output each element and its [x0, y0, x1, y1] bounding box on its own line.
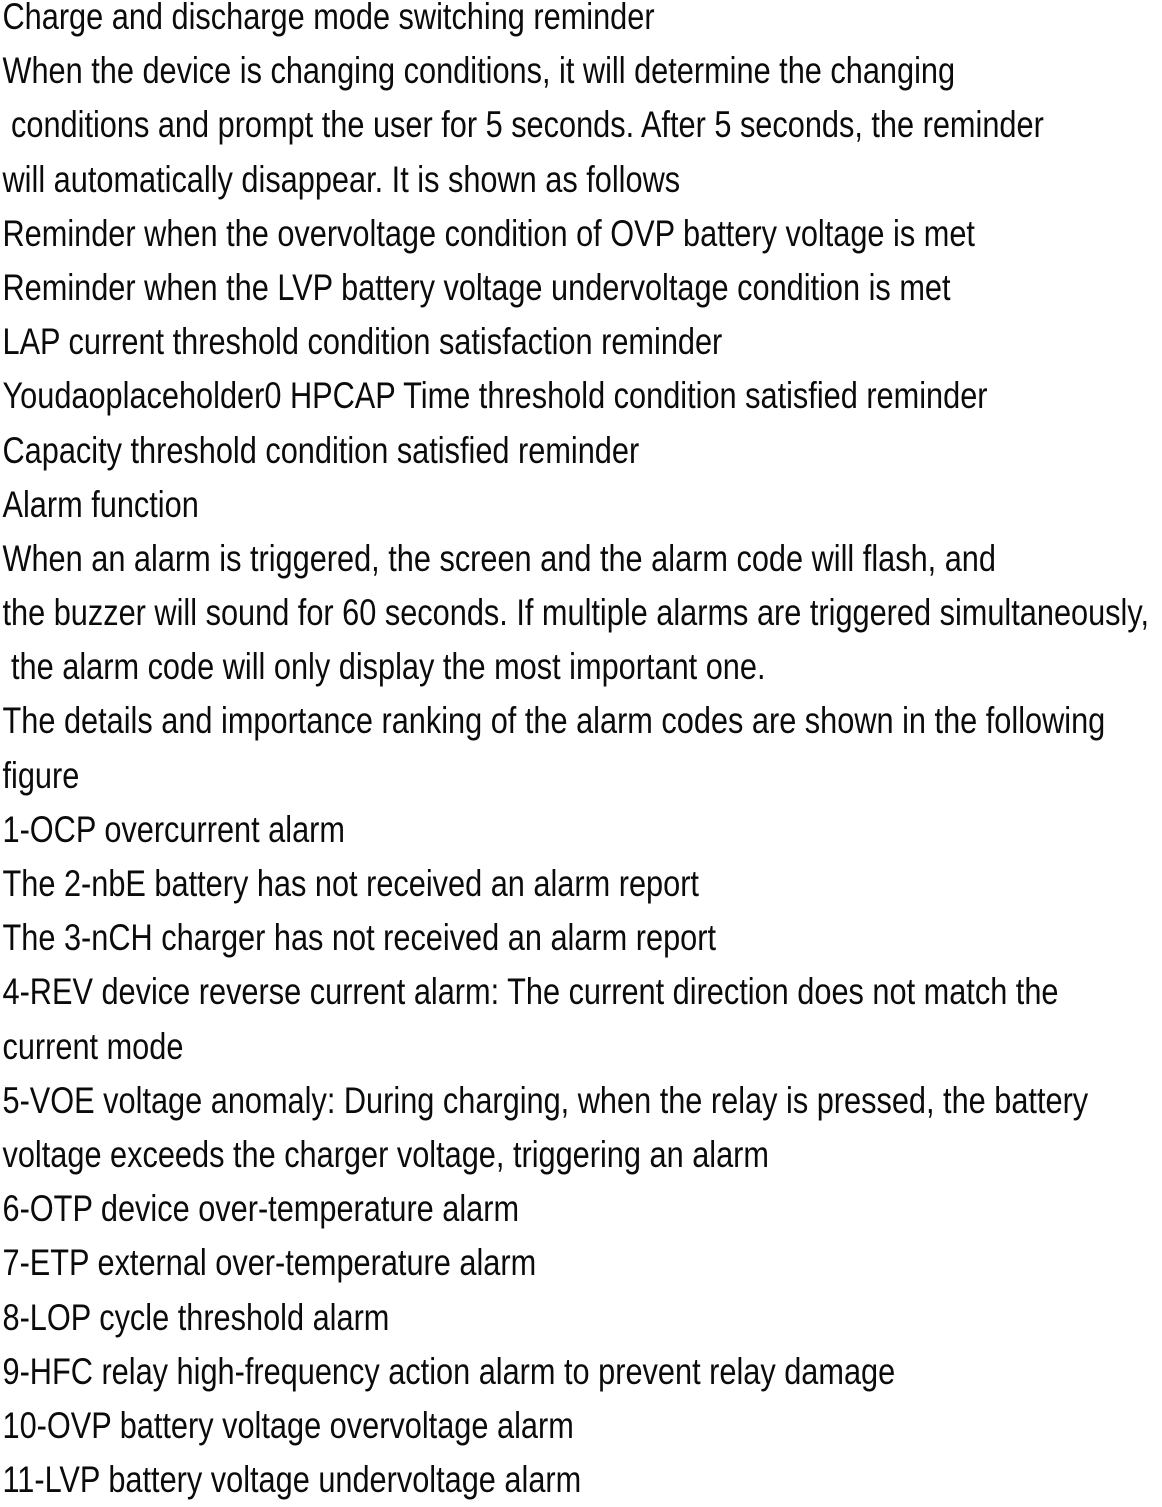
text-line: 8-LOP cycle threshold alarm [2, 1296, 390, 1338]
text-line: When an alarm is triggered, the screen and the alarm code will flash, and [2, 537, 996, 579]
text-line: conditions and prompt the user for 5 seconds. After 5 seconds, the reminder [2, 104, 1044, 146]
text-line: will automatically disappear. It is shown as follows [2, 158, 681, 200]
text-line: Charge and discharge mode switching reminder [2, 0, 655, 37]
text-line: the buzzer will sound for 60 seconds. If multiple alarms are triggered simultaneously, [2, 592, 1149, 634]
text-line: 6-OTP device over-temperature alarm [2, 1188, 520, 1230]
text-line: the alarm code will only display the most important one. [2, 646, 766, 688]
text-line: 7-ETP external over-temperature alarm [2, 1242, 537, 1284]
text-line: The details and importance ranking of the alarm codes are shown in the following [2, 700, 1106, 742]
text-line: voltage exceeds the charger voltage, triggering an alarm [2, 1133, 769, 1175]
text-line: 5-VOE voltage anomaly: During charging, when the relay is pressed, the battery [2, 1079, 1089, 1121]
text-line: 11-LVP battery voltage undervoltage alarm [2, 1459, 582, 1501]
text-line: Alarm function [2, 483, 199, 525]
text-line: The 2-nbE battery has not received an alarm report [2, 863, 699, 904]
text-line: 1-OCP overcurrent alarm [2, 808, 345, 850]
text-line: figure [2, 754, 80, 796]
text-line: 9-HFC relay high-frequency action alarm to prevent relay damage [2, 1350, 896, 1392]
text-line: current mode [2, 1025, 184, 1067]
text-line: Reminder when the overvoltage condition of OVP battery voltage is met [2, 212, 975, 254]
text-line: The 3-nCH charger has not received an alarm report [2, 917, 716, 959]
text-line: When the device is changing conditions, it will determine the changing [2, 50, 956, 92]
text-line: 4-REV device reverse current alarm: The current direction does not match the [2, 971, 1059, 1013]
text-line: Reminder when the LVP battery voltage undervoltage condition is met [2, 266, 951, 308]
text-line: Youdaoplaceholder0 HPCAP Time threshold condition satisfied reminder [2, 375, 988, 417]
text-line: 10-OVP battery voltage overvoltage alarm [2, 1404, 574, 1446]
text-line: LAP current threshold condition satisfaction reminder [2, 321, 723, 363]
text-line: Capacity threshold condition satisfied reminder [2, 429, 640, 471]
